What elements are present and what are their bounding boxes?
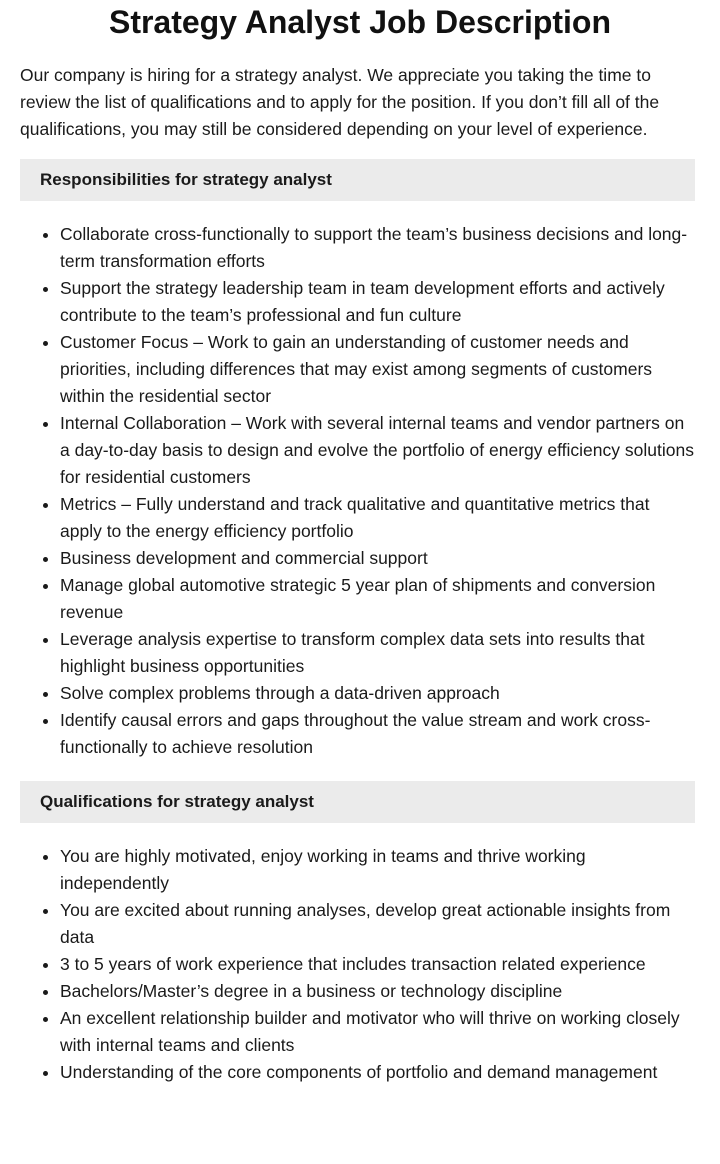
list-item: • An excellent relationship builder and motivator who will thrive on working closely with internal teams and clients bbox=[60, 1005, 695, 1059]
list-item: • Support the strategy leadership team in team development efforts and actively contribute to the team’s professional and fun culture bbox=[60, 275, 695, 329]
list-item: • Collaborate cross-functionally to support the team’s business decisions and long-term transformation efforts bbox=[60, 221, 695, 275]
list-item: • Solve complex problems through a data-driven approach bbox=[60, 680, 695, 707]
qualifications-heading: Qualifications for strategy analyst bbox=[20, 781, 695, 823]
list-item: • Leverage analysis expertise to transform complex data sets into results that highlight business opportunities bbox=[60, 626, 695, 680]
responsibilities-list bbox=[20, 221, 695, 761]
responsibilities-heading: Responsibilities for strategy analyst bbox=[20, 159, 695, 201]
list-item: • You are highly motivated, enjoy working in teams and thrive working independently bbox=[60, 843, 695, 897]
qualifications-list bbox=[20, 843, 695, 1086]
page-title: Strategy Analyst Job Description bbox=[108, 4, 612, 40]
list-item: • 3 to 5 years of work experience that includes transaction related experience bbox=[60, 951, 695, 978]
list-item: • Understanding of the core components of portfolio and demand management bbox=[60, 1059, 695, 1086]
list-item: • Metrics – Fully understand and track qualitative and quantitative metrics that apply to the energy efficiency portfolio bbox=[60, 491, 695, 545]
list-item: • You are excited about running analyses, develop great actionable insights from data bbox=[60, 897, 695, 951]
list-item: • Customer Focus – Work to gain an understanding of customer needs and priorities, including differences that may exist among segments of customers within the residential sector bbox=[60, 329, 695, 410]
list-item: • Manage global automotive strategic 5 year plan of shipments and conversion revenue bbox=[60, 572, 695, 626]
list-item: • Internal Collaboration – Work with several internal teams and vendor partners on a day-to-day basis to design and evolve the portfolio of energy efficiency solutions for residential customers bbox=[60, 410, 695, 491]
list-item: • Business development and commercial support bbox=[60, 545, 695, 572]
list-item: • Identify causal errors and gaps throughout the value stream and work cross-functionally to achieve resolution bbox=[60, 707, 695, 761]
list-item: • Bachelors/Master’s degree in a business or technology discipline bbox=[60, 978, 695, 1005]
intro-paragraph: Our company is hiring for a strategy analyst. We appreciate you taking the time to review the list of qualifications and to apply for the position. If you don’t fill all of the qualifications, you may still be considered depending on your level of experience. bbox=[20, 65, 660, 139]
